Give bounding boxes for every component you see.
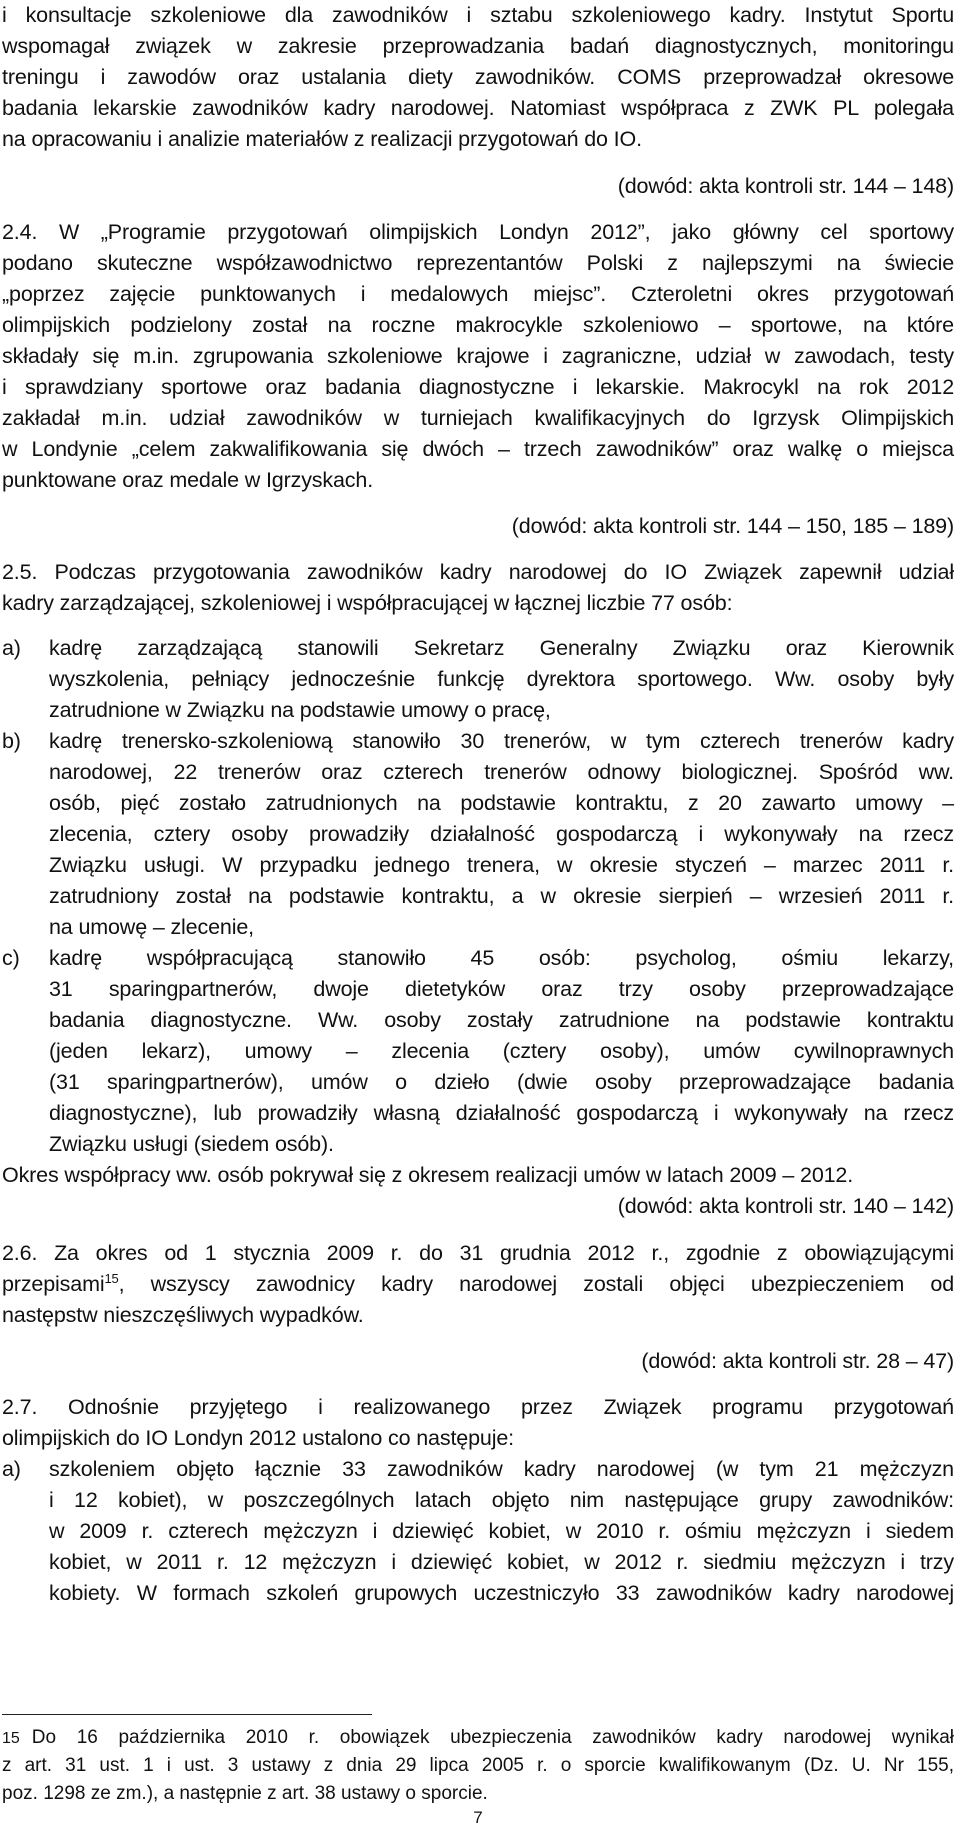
list-item-line: narodowej, 22 trenerów oraz czterech trenerów odnowy biologicznej. Spośród ww. <box>49 760 954 784</box>
footnote-number: 15 <box>2 1730 20 1747</box>
text-line: i konsultacje szkoleniowe dla zawodników i sztabu szkoleniowego kadry. Instytut Sportu <box>2 3 954 27</box>
text-line: i sprawdziany sportowe oraz badania diagnostyczne i lekarskie. Makrocykl na rok 2012 <box>2 375 954 399</box>
text-line: kadry zarządzającej, szkoleniowej i współpracującej w łącznej liczbie 77 osób: <box>2 591 733 615</box>
text-line: podano skuteczne współzawodnictwo reprezentantów Polski z najlepszymi na świecie <box>2 251 954 275</box>
list-item-line: w 2009 r. czterech mężczyzn i dziewięć kobiet, w 2010 r. ośmiu mężczyzn i siedem <box>49 1519 954 1543</box>
text-line: w Londynie „celem zakwalifikowania się dwóch – trzech zawodników” oraz walkę o miejsca <box>2 437 954 461</box>
text-line: olimpijskich do IO Londyn 2012 ustalono co następuje: <box>2 1426 514 1450</box>
list-marker: a) <box>2 636 21 660</box>
footnote-line: poz. 1298 ze zm.), a następnie z art. 38 ustawy o sporcie. <box>2 1783 488 1804</box>
list-marker: c) <box>2 946 20 970</box>
text-line: treningu i zawodów oraz ustalania diety zawodników. COMS przeprowadzał okresowe <box>2 65 954 89</box>
list-item-line: kobiety. W formach szkoleń grupowych uczestniczyło 33 zawodników kadry narodowej <box>49 1581 954 1605</box>
list-item-line: zatrudniony został na podstawie kontraktu, a w okresie sierpień – wrzesień 2011 r. <box>49 884 954 908</box>
footnote-line: z art. 31 ust. 1 i ust. 3 ustawy z dnia 29 lipca 2005 r. o sporcie kwalifikowanym (Dz. U. Nr 155, <box>2 1755 954 1776</box>
list-item-line: badania diagnostyczne. Ww. osoby zostały zatrudnione na podstawie kontraktu <box>49 1008 954 1032</box>
text-span: przepisami <box>2 1272 105 1296</box>
list-item-line: 31 sparingpartnerów, dwoje dietetyków oraz trzy osoby przeprowadzające <box>49 977 954 1001</box>
footnote-divider <box>2 1714 372 1715</box>
text-line: Okres współpracy ww. osób pokrywał się z okresem realizacji umów w latach 2009 – 2012. <box>2 1163 854 1187</box>
text-line: badania lekarskie zawodników kadry narodowej. Natomiast współpraca z ZWK PL polegała <box>2 96 954 120</box>
list-item-line: kadrę zarządzającą stanowili Sekretarz Generalny Związku oraz Kierownik <box>49 636 954 660</box>
list-item-line: kadrę współpracującą stanowiło 45 osób: psycholog, ośmiu lekarzy, <box>49 946 954 970</box>
footnote-reference: 15 <box>104 1270 119 1286</box>
list-item-line: (31 sparingpartnerów), umów o dzieło (dwie osoby przeprowadzające badania <box>49 1070 954 1094</box>
list-item-line: (jeden lekarz), umowy – zlecenia (cztery osoby), umów cywilnoprawnych <box>49 1039 954 1063</box>
list-item-line: Związku usługi (siedem osób). <box>49 1132 334 1156</box>
text-line <box>2 1269 954 1300</box>
list-item-line: na umowę – zlecenie, <box>49 915 254 939</box>
paragraph-2-5-line: 2.5. Podczas przygotowania zawodników kadry narodowej do IO Związek zapewnił udział <box>2 560 954 584</box>
list-item-line: wyszkolenia, pełniący jednocześnie funkcję dyrektora sportowego. Ww. osoby były <box>49 667 954 691</box>
page-number: 7 <box>473 1808 483 1827</box>
evidence-ref: (dowód: akta kontroli str. 140 – 142) <box>617 1194 954 1218</box>
paragraph-2-7-line: 2.7. Odnośnie przyjętego i realizowanego przez Związek programu przygotowań <box>2 1395 954 1419</box>
list-item-line: kadrę trenersko-szkoleniową stanowiło 30 trenerów, w tym czterech trenerów kadry <box>49 729 954 753</box>
paragraph-2-4-line: 2.4. W „Programie przygotowań olimpijskich Londyn 2012”, jako główny cel sportowy <box>2 220 954 244</box>
list-item-line: szkoleniem objęto łącznie 33 zawodników kadry narodowej (w tym 21 mężczyzn <box>49 1457 954 1481</box>
list-item-line: diagnostyczne), lub prowadziły własną działalność gospodarczą i wykonywały na rzecz <box>49 1101 954 1125</box>
evidence-ref: (dowód: akta kontroli str. 144 – 148) <box>617 174 954 198</box>
text-line: na opracowaniu i analizie materiałów z realizacji przygotowań do IO. <box>2 127 642 151</box>
text-line: olimpijskich podzielony został na roczne makrocykle szkoleniowo – sportowe, na które <box>2 313 954 337</box>
text-line: składały się m.in. zgrupowania szkoleniowe krajowe i zagraniczne, udział w zawodach, testy <box>2 344 954 368</box>
list-item-line: Związku usługi. W przypadku jednego trenera, w okresie styczeń – marzec 2011 r. <box>49 853 954 877</box>
evidence-ref: (dowód: akta kontroli str. 28 – 47) <box>641 1349 954 1373</box>
list-item-line: zatrudnione w Związku na podstawie umowy o pracę, <box>49 698 551 722</box>
list-item-line: i 12 kobiet), w poszczególnych latach objęto nim następujące grupy zawodników: <box>49 1488 954 1512</box>
text-span: , wszyscy zawodnicy kadry narodowej zostali objęci ubezpieczeniem od <box>118 1272 954 1296</box>
text-line: „poprzez zajęcie punktowanych i medalowych miejsc”. Czteroletni okres przygotowań <box>2 282 954 306</box>
list-marker: a) <box>2 1457 21 1481</box>
list-marker: b) <box>2 729 21 753</box>
text-line: wspomagał związek w zakresie przeprowadzania badań diagnostycznych, monitoringu <box>2 34 954 58</box>
text-line: zakładał m.in. udział zawodników w turniejach kwalifikacyjnych do Igrzysk Olimpijskich <box>2 406 954 430</box>
evidence-ref: (dowód: akta kontroli str. 144 – 150, 185 – 189) <box>511 514 954 538</box>
list-item-line: kobiet, w 2011 r. 12 mężczyzn i dziewięć kobiet, w 2012 r. siedmiu mężczyzn i trzy <box>49 1550 954 1574</box>
text-line: następstw nieszczęśliwych wypadków. <box>2 1303 364 1327</box>
document-page <box>2 0 954 1835</box>
list-item-line: zlecenia, cztery osoby prowadziły działalność gospodarczą i wykonywały na rzecz <box>49 822 954 846</box>
paragraph-2-6-line: 2.6. Za okres od 1 stycznia 2009 r. do 31 grudnia 2012 r., zgodnie z obowiązującymi <box>2 1241 954 1265</box>
list-item-line: osób, pięć zostało zatrudnionych na podstawie kontraktu, z 20 zawarto umowy – <box>49 791 954 815</box>
text-span: Do 16 października 2010 r. obowiązek ubezpieczenia zawodników kadry narodowej wynikał <box>31 1727 954 1748</box>
text-line: punktowane oraz medale w Igrzyskach. <box>2 468 374 492</box>
footnote-line <box>2 1724 954 1752</box>
